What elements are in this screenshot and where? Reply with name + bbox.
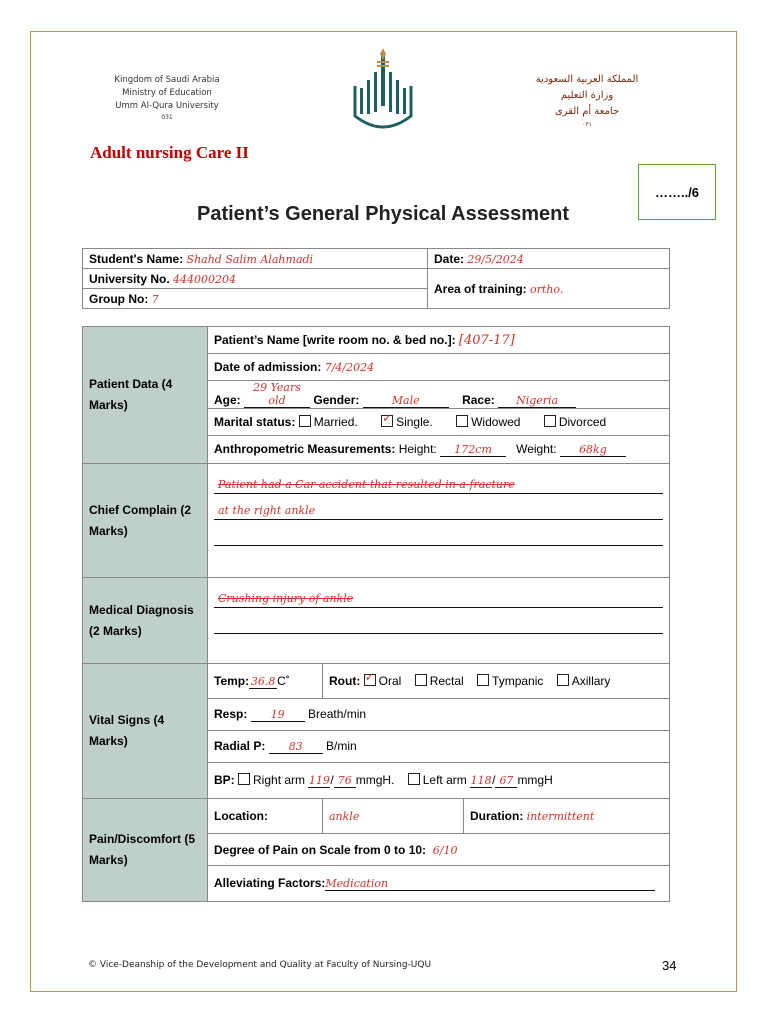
axillary-checkbox[interactable] <box>557 674 569 686</box>
chief-complain-cell <box>208 464 670 578</box>
duration-label: Duration: <box>470 809 524 823</box>
header-left-line-3: Umm Al-Qura University <box>115 101 219 111</box>
left-diastolic-value: 67 <box>495 774 517 788</box>
bp-label: BP: <box>214 773 235 787</box>
right-systolic-value: 119 <box>308 774 330 787</box>
right-arm-label: Right arm <box>253 773 306 787</box>
medical-diagnosis-cell <box>208 578 670 664</box>
gender-value: Male <box>363 394 449 408</box>
race-label: Race: <box>462 393 495 407</box>
height-label: Height: <box>398 442 437 456</box>
assessment-table <box>82 326 670 902</box>
score-box: ……../6 <box>638 164 716 220</box>
header-right-line-2: وزارة التعليم <box>560 90 614 101</box>
location-duration-inner <box>323 799 669 833</box>
page-title: Patient’s General Physical Assessment <box>196 203 570 225</box>
group-no-label: Group No: <box>89 291 149 306</box>
left-arm-checkbox[interactable] <box>408 773 420 785</box>
left-arm-label: Left arm <box>422 773 467 787</box>
page-number: 34 <box>662 958 677 973</box>
gender-label: Gender: <box>313 393 360 407</box>
oral-checkbox[interactable] <box>364 674 376 686</box>
tympanic-label: Tympanic <box>492 674 544 688</box>
patient-data-category: Patient Data (4 Marks) <box>83 327 208 464</box>
course-title: Adult nursing Care II <box>90 143 249 162</box>
header-right-line-3: جامعة أم القرى <box>554 106 620 117</box>
admission-row <box>208 354 670 381</box>
location-duration-cell <box>323 799 670 834</box>
university-logo-icon <box>352 46 414 142</box>
area-value: ortho. <box>530 282 564 296</box>
header-right-block <box>512 72 662 130</box>
age-value: 29 Years old <box>244 381 310 408</box>
header-left-line-1: Kingdom of Saudi Arabia <box>114 75 220 85</box>
tympanic-checkbox[interactable] <box>477 674 489 686</box>
chief-complain-category: Chief Complain (2 Marks) <box>83 464 208 578</box>
medical-diagnosis-category: Medical Diagnosis (2 Marks) <box>83 578 208 664</box>
diagnosis-line-2 <box>214 608 663 634</box>
chief-complain-text-2: at the right ankle <box>218 504 316 517</box>
patient-name-label: Patient’s Name [write room no. & bed no.]: <box>214 332 456 347</box>
temp-value: 36.8 <box>250 674 276 688</box>
header-left-block <box>96 74 238 123</box>
alleviating-row <box>208 866 670 902</box>
marital-label: Marital status: <box>214 415 296 429</box>
axillary-label: Axillary <box>571 674 611 688</box>
university-no-value: 444000204 <box>173 272 237 286</box>
location-value: ankle <box>329 810 360 823</box>
radial-row <box>208 731 670 763</box>
header-left-line-2: Ministry of Education <box>122 88 212 98</box>
diagnosis-line-1 <box>214 582 663 608</box>
header-left-code: 031 <box>161 114 173 121</box>
degree-value: 6/10 <box>432 843 458 857</box>
location-label: Location: <box>214 809 268 823</box>
degree-label: Degree of Pain on Scale from 0 to 10: <box>214 842 427 857</box>
area-cell <box>428 269 670 309</box>
duration-cell <box>464 799 670 833</box>
anthropometric-label: Anthropometric Measurements: <box>214 442 396 456</box>
anthropometric-row <box>208 436 670 464</box>
rectal-label: Rectal <box>429 674 464 688</box>
temp-cell <box>208 664 323 699</box>
university-no-label: University No. <box>89 271 170 286</box>
marital-row <box>208 409 670 436</box>
chief-complain-line-3 <box>214 520 663 546</box>
chief-complain-text-1: Patient had a Car accident that resulted in a fracture <box>218 478 515 491</box>
header-right-line-1: المملكة العربية السعودية <box>535 74 639 85</box>
university-no-cell <box>83 269 428 289</box>
vital-signs-category: Vital Signs (4 Marks) <box>83 664 208 799</box>
divorced-checkbox[interactable] <box>544 415 556 427</box>
degree-row <box>208 834 670 866</box>
left-systolic-value: 118 <box>470 774 492 787</box>
single-label: Single. <box>396 415 433 429</box>
diagnosis-text-1: Crushing injury of ankle <box>218 592 354 605</box>
divorced-label: Divorced <box>558 415 607 429</box>
bp-row: BP: Right arm 119/ 76 mmgH. Left arm 118/ 67 mmgH <box>208 763 670 799</box>
age-gender-race-row <box>208 381 670 409</box>
right-bp-unit: mmgH. <box>355 773 395 787</box>
resp-unit: Breath/min <box>308 707 367 721</box>
route-cell <box>323 664 670 699</box>
alleviating-label: Alleviating Factors: <box>214 876 326 890</box>
rectal-checkbox[interactable] <box>415 674 427 686</box>
right-diastolic-value: 76 <box>334 774 356 788</box>
weight-value: 68kg <box>560 443 626 457</box>
temp-label: Temp: <box>214 673 250 688</box>
race-value: Nigeria <box>498 394 576 408</box>
radial-label: Radial P: <box>214 739 266 753</box>
footer-text: © Vice-Deanship of the Development and Quality at Faculty of Nursing-UQU <box>88 960 432 970</box>
group-no-cell <box>83 289 428 309</box>
left-bp-unit: mmgH <box>517 773 553 787</box>
married-checkbox[interactable] <box>299 415 311 427</box>
radial-value: 83 <box>269 740 323 754</box>
resp-value: 19 <box>251 708 305 722</box>
date-cell <box>428 249 670 269</box>
patient-name-value: [407-17] <box>458 332 515 348</box>
height-value: 172cm <box>440 443 506 457</box>
temp-unit: C˚ <box>277 673 290 688</box>
pain-category: Pain/Discomfort (5 Marks) <box>83 799 208 902</box>
radial-unit: B/min <box>326 739 357 753</box>
weight-label: Weight: <box>516 442 557 456</box>
group-no-value: 7 <box>151 292 159 306</box>
date-label: Date: <box>434 251 465 266</box>
duration-value: intermittent <box>526 810 595 823</box>
student-name-label: Student's Name: <box>89 251 184 266</box>
route-label: Rout: <box>329 674 361 688</box>
student-name-cell <box>83 249 428 269</box>
age-label: Age: <box>214 393 241 407</box>
patient-name-row <box>208 327 670 354</box>
resp-label: Resp: <box>214 707 248 721</box>
admission-value: 7/4/2024 <box>324 361 375 374</box>
alleviating-value: Medication <box>325 877 655 891</box>
chief-complain-line-2 <box>214 494 663 520</box>
oral-label: Oral <box>378 674 402 688</box>
admission-label: Date of admission: <box>214 360 322 374</box>
area-label: Area of training: <box>434 281 527 296</box>
location-cell <box>208 799 323 834</box>
location-value-cell <box>323 799 464 833</box>
right-arm-checkbox[interactable] <box>238 773 250 785</box>
married-label: Married. <box>313 415 358 429</box>
single-checkbox[interactable] <box>381 415 393 427</box>
student-info-table <box>82 248 670 309</box>
widowed-checkbox[interactable] <box>456 415 468 427</box>
widowed-label: Widowed <box>471 415 521 429</box>
chief-complain-line-1 <box>214 468 663 494</box>
resp-row <box>208 699 670 731</box>
header-right-code: ٠٣١ <box>582 121 592 128</box>
date-value: 29/5/2024 <box>467 252 524 266</box>
student-name-value: Shahd Salim Alahmadi <box>186 252 314 266</box>
